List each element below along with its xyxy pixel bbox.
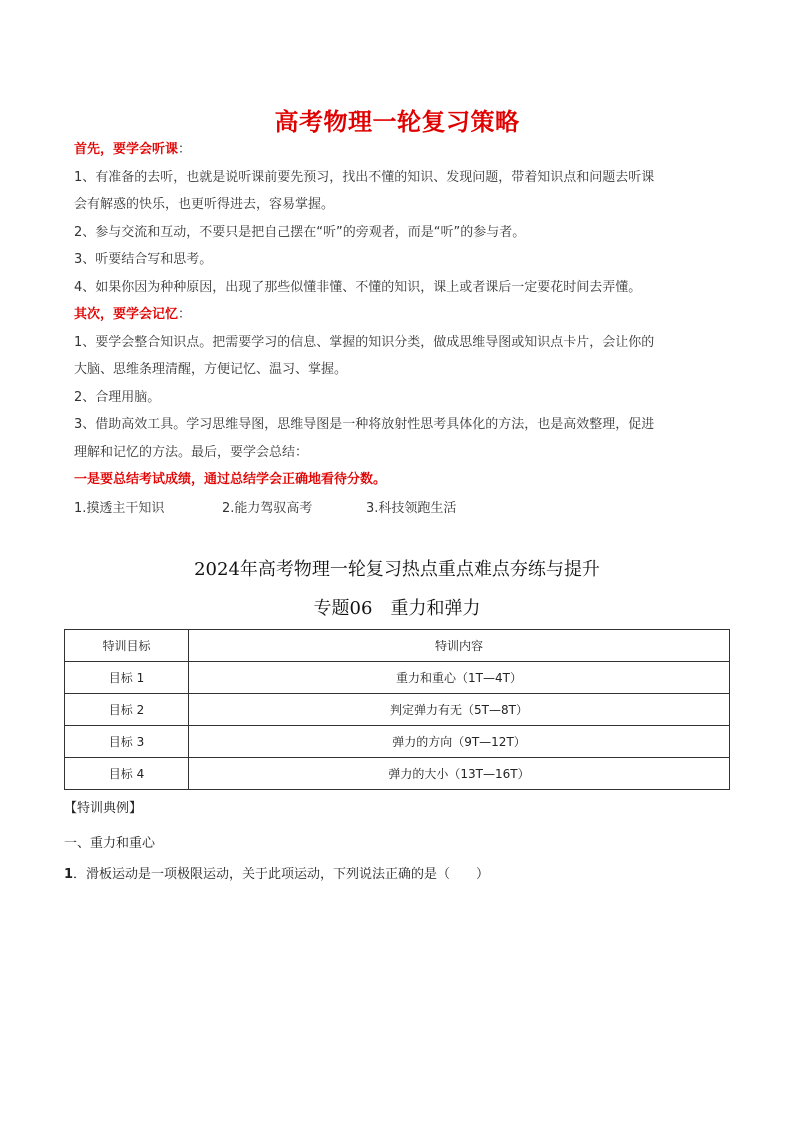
triplet-item-1: 1.摸透主干知识 xyxy=(74,501,165,516)
table-row xyxy=(65,726,730,758)
table-cell: 目标 4 xyxy=(65,758,189,790)
table-cell: 目标 1 xyxy=(65,662,189,694)
part-heading: 一、重力和重心 xyxy=(64,836,156,851)
section1-line-1: 1、有准备的去听，也就是说听课前要先预习，找出不懂的知识、发现问题，带着知识点和问题去听课 xyxy=(74,170,655,185)
target-table xyxy=(64,629,730,790)
section1-heading-colon: ： xyxy=(178,142,192,157)
section2-line-3: 2、合理用脑。 xyxy=(74,390,161,405)
table-header-cell: 特训内容 xyxy=(189,630,730,662)
table-cell: 弹力的方向（9T—12T） xyxy=(189,726,730,758)
section2-line-5: 理解和记忆的方法。最后，要学会总结： xyxy=(74,445,309,460)
page-title: 高考物理一轮复习策略 xyxy=(274,108,520,136)
triplet-item-2: 2.能力驾驭高考 xyxy=(222,501,313,516)
table-cell: 弹力的大小（13T—16T） xyxy=(189,758,730,790)
question-1-text: ．滑板运动是一项极限运动，关于此项运动，下列说法正确的是（ ） xyxy=(73,867,490,882)
section1-line-4: 3、听要结合写和思考。 xyxy=(74,252,213,267)
section2-emphasis: 一是要总结考试成绩，通过总结学会正确地看待分数。 xyxy=(74,472,387,487)
table-row xyxy=(65,662,730,694)
table-cell: 判定弹力有无（5T—8T） xyxy=(189,694,730,726)
section1-line-5: 4、如果你因为种种原因，出现了那些似懂非懂、不懂的知识，课上或者课后一定要花时间去弄懂。 xyxy=(74,280,642,295)
section1-line-2: 会有解惑的快乐，也更听得进去，容易掌握。 xyxy=(74,197,335,212)
section1-heading: 首先，要学会听课 xyxy=(74,142,179,157)
section2-line-4: 3、借助高效工具。学习思维导图，思维导图是一种将放射性思考具体化的方法，也是高效整理，促进 xyxy=(74,417,655,432)
question-1-number: 1 xyxy=(64,867,74,882)
table-row xyxy=(65,758,730,790)
section1-line-3: 2、参与交流和互动，不要只是把自己摆在“听”的旁观者，而是“听”的参与者。 xyxy=(74,225,526,240)
main-title: 2024年高考物理一轮复习热点重点难点夯练与提升 xyxy=(194,559,600,580)
table-header-cell: 特训目标 xyxy=(65,630,189,662)
table-cell: 重力和重心（1T—4T） xyxy=(189,662,730,694)
table-row xyxy=(65,694,730,726)
section2-heading-line xyxy=(74,306,734,324)
question-1 xyxy=(64,863,489,882)
section1-heading-line xyxy=(74,141,734,159)
topic-subtitle: 专题06 重力和弹力 xyxy=(313,598,481,619)
triplet-item-3: 3.科技领跑生活 xyxy=(366,501,457,516)
section2-line-2: 大脑、思维条理清醒，方便记忆、温习、掌握。 xyxy=(74,362,348,377)
section2-heading-colon: ： xyxy=(178,307,192,322)
table-cell: 目标 2 xyxy=(65,694,189,726)
examples-heading: 【特训典例】 xyxy=(64,801,143,816)
table-header-row xyxy=(65,630,730,662)
section2-heading: 其次，要学会记忆 xyxy=(74,307,179,322)
table-cell: 目标 3 xyxy=(65,726,189,758)
section2-line-1: 1、要学会整合知识点。把需要学习的信息、掌握的知识分类，做成思维导图或知识点卡片，会让你的 xyxy=(74,335,655,350)
